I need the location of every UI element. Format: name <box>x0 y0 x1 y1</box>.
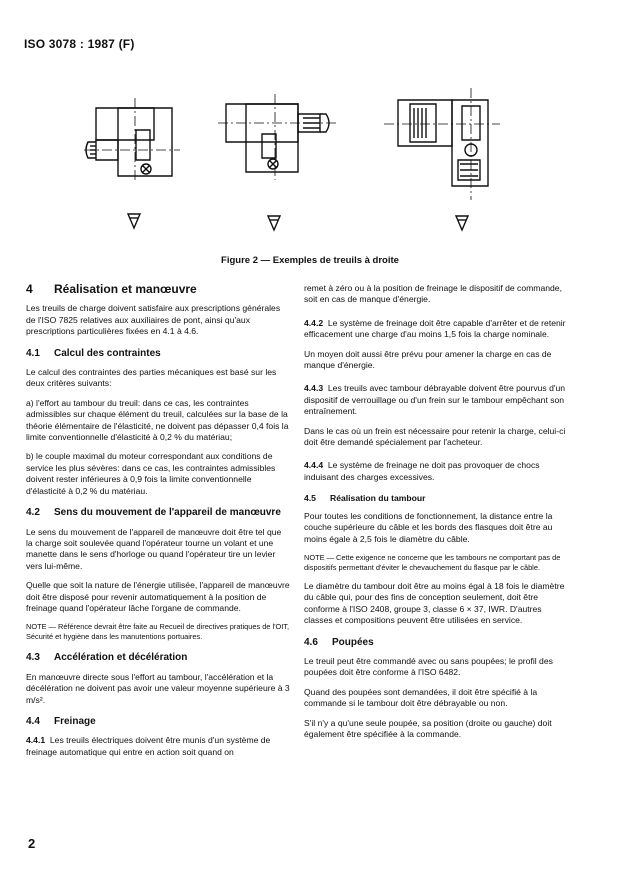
list-item-b: b) le couple maximal du moteur correspondant aux conditions de service les plus sévères: dans ce cas, les contraintes admissibles doivent rester inférieures à 0,9 fois la limite conventionnelle d'élasticité à 0,2 % du matériau. <box>26 451 276 496</box>
paragraph: Pour toutes les conditions de fonctionnement, la distance entre la couche supérieure du câble et les bords des flasques doit être au moins égale à 2,5 fois le diamètre du câble. <box>304 510 553 544</box>
clause-number: 4.4.2 <box>304 317 324 328</box>
note: NOTE — Référence devrait être faite au Recueil de directives pratiques de l'OIT, Sécurité et hygiène dans les manutentions portuaires. <box>26 622 290 642</box>
section-4-2-heading <box>26 507 290 518</box>
section-4-5-heading <box>304 493 568 504</box>
clause-text: Les treuils électriques doivent être munis d'un système de freinage automatique qui entre en action soit quand on <box>26 735 271 757</box>
paragraph: Un moyen doit aussi être prévu pour amener la charge en cas de manque d'énergie. <box>304 348 552 371</box>
winch-drawing-2 <box>218 94 336 230</box>
clause-number: 4.4.1 <box>26 735 46 746</box>
section-number: 4.2 <box>26 507 40 519</box>
section-4-6-heading <box>304 637 568 648</box>
paragraph: Le calcul des contraintes des parties mécaniques est basé sur les deux critères suivants: <box>26 367 277 389</box>
paragraph-4-4-1 <box>26 735 290 758</box>
document-header: ISO 3078 : 1987 (F) <box>24 37 135 51</box>
page-number: 2 <box>28 836 36 851</box>
paragraph: S'il n'y a qu'une seule poupée, sa position (droite ou gauche) doit également être spécifiée à la commande. <box>304 717 552 739</box>
section-number: 4.5 <box>304 493 316 504</box>
section-4-heading <box>26 284 290 295</box>
paragraph: Quand des poupées sont demandées, il doit être spécifié à la commande si le tambour doit être débrayable ou non. <box>304 686 538 709</box>
clause-text: Le système de freinage doit être capable d'arrêter et de retenir efficacement une charge d'au moins 1,5 fois la charge nominale. <box>304 317 566 340</box>
paragraph: remet à zéro ou à la position de freinage le dispositif de commande, soit en cas de manque d'énergie. <box>304 283 562 305</box>
paragraph: Le diamètre du tambour doit être au moins égal à 18 fois le diamètre du câble qui, pour des fins de conception seulement, doit être conforme à l'ISO 2408, groupe 3, classe 6 × 37, IWR. D'autres classes et compositions peuvent être utilisées en service. <box>304 580 565 626</box>
section-number: 4.3 <box>26 652 40 664</box>
paragraph-4-4-2 <box>304 318 568 341</box>
section-title: Freinage <box>54 715 96 727</box>
clause-text: Les treuils avec tambour débrayable doivent être pourvus d'un dispositif de verrouillage ou d'un frein sur le tambour empêchant son entraînement. <box>304 383 566 417</box>
section-number: 4.1 <box>26 347 40 359</box>
section-title: Sens du mouvement de l'appareil de manœuvre <box>54 507 281 519</box>
list-item-a: a) l'effort au tambour du treuil: dans ce cas, les contraintes admissibles sur chaque élément du treuil, calculées sur la base de la théorie élémentaire de l'élasticité, ne doivent pas dépasser 0,4 fois la limite conventionnelle d'élasticité à 0,2 % du matériau; <box>26 397 289 443</box>
paragraph-4-4-4 <box>304 460 568 483</box>
section-title: Accélération et décélération <box>54 652 188 664</box>
clause-number: 4.4.4 <box>304 460 324 471</box>
paragraph: Dans le cas où un frein est nécessaire pour retenir la charge, celui-ci doit être demandé spécialement par l'acheteur. <box>304 425 566 448</box>
section-title: Réalisation du tambour <box>330 493 426 504</box>
section-number: 4.4 <box>26 715 40 727</box>
section-4-4-heading <box>26 716 290 727</box>
right-column <box>304 283 568 748</box>
paragraph: Les treuils de charge doivent satisfaire aux prescriptions générales de l'ISO 7825 relatives aux auxiliaires de pont, ainsi qu'aux prescriptions particulières fixées en 4.1 à 4.6. <box>26 303 281 337</box>
section-4-3-heading <box>26 652 290 663</box>
left-column <box>26 282 290 766</box>
paragraph: Le sens du mouvement de l'appareil de manœuvre doit être tel que la charge soit soulevée quand l'opérateur tourne un volant et une manette dans le sens d'horloge ou quand l'opérateur tire un levier vers lui-même. <box>26 526 282 571</box>
section-4-1-heading <box>26 348 290 359</box>
note: NOTE — Cette exigence ne concerne que les tambours ne comportant pas de dispositifs permettant d'éviter le chevauchement du flasque par le câble. <box>304 552 561 572</box>
winch-drawing-1 <box>84 98 180 228</box>
figure-caption: Figure 2 — Exemples de treuils à droite <box>221 255 399 266</box>
paragraph: En manœuvre directe sous l'effort au tambour, l'accélération et la décélération ne doivent pas avoir une valeur moyenne supérieure à 3 m/s². <box>26 671 290 705</box>
section-title: Poupées <box>332 636 374 648</box>
section-number: 4.6 <box>304 636 318 648</box>
section-title: Calcul des contraintes <box>54 347 161 359</box>
winch-drawing-3 <box>384 88 500 230</box>
paragraph-4-4-3 <box>304 383 568 417</box>
paragraph: Le treuil peut être commandé avec ou sans poupées; le profil des poupées doit être conforme à l'ISO 6482. <box>304 655 553 678</box>
figure-2-drawings <box>0 80 620 250</box>
clause-number: 4.4.3 <box>304 383 324 394</box>
section-title: Réalisation et manœuvre <box>54 282 197 296</box>
clause-text: Le système de freinage ne doit pas provoquer de chocs induisant des charges excessives. <box>304 460 540 482</box>
section-number: 4 <box>26 282 33 296</box>
paragraph: Quelle que soit la nature de l'énergie utilisée, l'appareil de manœuvre doit être disposé pour revenir automatiquement à la position de freinage quand l'opérateur lâche l'organe de commande. <box>26 580 290 613</box>
